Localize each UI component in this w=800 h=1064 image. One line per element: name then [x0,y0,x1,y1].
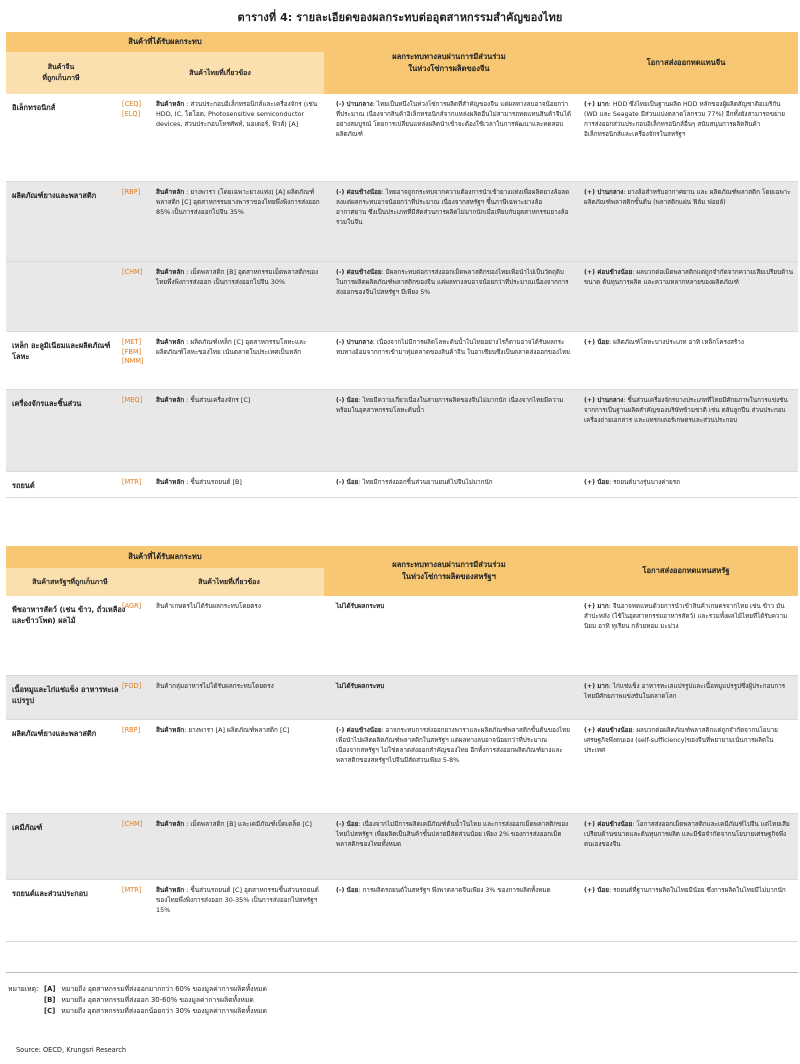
impact-level: (-) ปานกลาง [336,339,373,346]
row-impact [336,338,571,358]
impact-text: : ไทยอาจถูกกระทบจากความต้องการนำเข้ายางแท่งเพื่อผลิตยางล้อลดลงแต่ผลกระทบอาจน้อยกว่าที่ประมาณ เนื่องจากสหรัฐฯ ขึ้นภาษีเฉพาะยางล้ออากาศยาน ซึ่งเป็นประเภทที่มีสัดส่วนการผลิตไม่มากนักเมื่อเทียบกับอุตสาหกรรมยางล้อรวมในจีน [336,189,570,227]
opportunity-text: : ไก่แช่แข็ง อาหารทะเลแปรรูปและเนื้อหมูแปรรูปซึ่งผู้ประกอบการไทยมีศักยภาพแข่งขันในตลาดโลก [584,683,786,701]
sector-lead: สินค้าหลัก [156,820,185,828]
impact-level: (-) น้อย [336,397,359,404]
row-impact [336,682,571,692]
table-header [6,32,798,94]
row-category: เคมีภัณฑ์ [12,823,43,832]
row-opportunity [584,338,794,348]
header-opportunity: โอกาสส่งออกทดแทนจีน [646,58,726,67]
opportunity-level: (+) น้อย [584,887,609,894]
opportunity-level: (+) ปานกลาง [584,189,624,196]
opportunity-text: : ผลิตภัณฑ์โลหะบางประเภท อาทิ เหล็กโครงสร้าง [609,339,744,346]
opportunity-text: : ชิ้นส่วนเครื่องจักรบางประเภทที่ไทยมีศักยภาพในการแข่งขันจากการเป็นฐานผลิตสำคัญของบริษัทข้ามชาติ เช่น ตลับลูกปืน ส่วนประกอบเครื่องถ่ายเอกสาร และแทรกเตอร์เกษตรและส่วนประกอบ [584,397,788,425]
impact-level: (-) น้อย [336,821,359,828]
footnote-text: หมายถึง อุตสาหกรรมที่ส่งออก 30-60% ของมูลค่าการผลิตทั้งหมด [61,995,254,1004]
sector-text: : เม็ดพลาสติก [B] อุตสาหกรรมเม็ดพลาสติกของไทยพึ่งพิงการส่งออก เป็นการส่งออกไปจีน 30% [156,268,319,286]
sector-code: [MEQ] [122,396,143,404]
row-codes [122,602,152,612]
row-opportunity [584,820,794,850]
opportunity-text: : โอกาสส่งออกเม็ดพลาสติกและเคมีภัณฑ์ไปจีน แต่ไทยเสียเปรียบด้านขนาดและต้นทุนการผลิต และมีข้อจำกัดจากนโยบายเศรษฐกิจพึ่งตนเองของจีน [584,821,790,849]
page-title: ตารางที่ 4: รายละเอียดของผลกระทบต่ออุตสาหกรรมสำคัญของไทย [237,11,563,24]
table-row [6,880,798,942]
opportunity-text: : รถยนต์ที่ฐานการผลิตในไทยมีน้อย ซึ่งการผลิตในไทยมีไม่มากนัก [609,887,786,894]
row-thai-sector [156,188,324,218]
row-codes [122,820,152,830]
table-row [6,676,798,720]
footnote-item [44,984,267,995]
row-codes [122,478,152,488]
row-opportunity [584,100,794,140]
opportunity-level: (+) น้อย [584,479,609,486]
sector-code: [MTR] [122,478,142,486]
sector-code: [MTR] [122,886,142,894]
row-category: อิเล็กทรอนิกส์ [12,103,56,112]
table-row [6,596,798,676]
row-codes [122,100,152,119]
impact-text: : เนื่องจากไม่มีการผลิตเคมีภัณฑ์ต้นน้ำในไทย และการส่งออกเม็ดพลาสติกของไทยไปสหรัฐฯ เพื่อผลิตเป็นสินค้าขั้นปลายมีสัดส่วนน้อย เพียง 2% ของการส่งออกเม็ดพลาสติกของไทยทั้งหมด [336,821,569,849]
row-opportunity [584,886,794,896]
header-col1: สินค้าจีน ที่ถูกเก็บภาษี [42,63,80,82]
sector-text: : ผลิตภัณฑ์เหล็ก [C] อุตสาหกรรมโลหะและผลิตภัณฑ์โลหะของไทย เน้นตลาดในประเทศเป็นหลัก [156,338,307,356]
sector-text: : ส่วนประกอบอิเล็กทรอนิกส์และเครื่องจักร (เช่น HDD, IC, ไดโอด, Photosensitive semiconductor devices, ส่วนประกอบโทรศัพท์, มอเตอร์, ฟิวส์) [A] [156,100,318,128]
sector-lead: สินค้าหลัก [156,268,185,276]
table-row [6,94,798,182]
table-row [6,814,798,880]
row-category: ผลิตภัณฑ์ยางและพลาสติก [12,191,97,200]
sector-code: [RBP] [122,188,141,196]
row-thai-sector [156,396,324,406]
row-opportunity [584,726,794,756]
row-impact [336,886,571,896]
table-header [6,546,798,596]
impact-level: ไม่ได้รับผลกระทบ [336,683,385,690]
row-codes [122,726,152,736]
sector-text: : เม็ดพลาสติก [B] และเคมีภัณฑ์เบ็ดเตล็ด [C] [184,820,312,828]
row-category: พืชอาหารสัตว์ (เช่น ข้าว, ถั่วเหลือง และข้าวโพด) ผลไม้ [12,605,126,626]
row-impact [336,602,571,612]
header-col1: สินค้าสหรัฐฯที่ถูกเก็บภาษี [32,577,108,586]
impact-text: : มีผลกระทบต่อการส่งออกเม็ดพลาสติกของไทยเพื่อนำไปเป็นวัตถุดิบในการผลิตผลิตภัณฑ์พลาสติกของจีน แต่ผลทางลบอาจน้อยกว่าที่ประมาณเนื่องจากการส่งออกของจีนไปสหรัฐฯ มีเพียง 5% [336,269,569,297]
header-col2: สินค้าไทยที่เกี่ยวข้อง [189,68,251,77]
row-category: ผลิตภัณฑ์ยางและพลาสติก [12,729,97,738]
source-note: Source: OECD, Krungsri Research [16,1046,127,1054]
sector-code: [CHM] [122,268,143,276]
sector-lead: สินค้าหลัก [156,396,185,404]
sector-text: สินค้าเกษตรไม่ได้รับผลกระทบโดยตรง [156,602,261,610]
table-china [6,32,798,498]
row-impact [336,478,571,488]
opportunity-text: : HDD ซึ่งไทยเป็นฐานผลิต HDD หลักของผู้ผลิตสัญชาติอเมริกัน (WD และ Seagate มีส่วนแบ่งตลาดโลกรวม 77%) อีกทั้งยังสามารถขยายการส่งออกส่วนประกอบอิเล็กทรอนิกส์อื่นๆ สนับสนุนการผลิตสินค้าอิเล็กทรอนิกส์และเครื่องจักรในสหรัฐฯ [584,101,785,139]
row-thai-sector [156,820,324,830]
row-opportunity [584,478,794,488]
row-codes [122,682,152,692]
opportunity-level: (+) ค่อนข้างน้อย [584,269,633,276]
opportunity-text: : รถยนต์บางรุ่นบางค่ายรถ [609,479,680,486]
row-category: เนื้อหมูและไก่แช่แข็ง อาหารทะเลแปรรูป [12,685,119,706]
sector-lead: สินค้าหลัก [156,478,185,486]
row-impact [336,100,571,140]
table-row [6,720,798,814]
opportunity-level: (+) ปานกลาง [584,397,624,404]
row-category: รถยนต์ [12,481,35,490]
row-thai-sector [156,602,324,612]
impact-text: : อาจกระทบการส่งออกยางพาราและผลิตภัณฑ์พลาสติกขั้นต้นของไทยเพื่อนำไปผลิตผลิตภัณฑ์พลาสติกในสหรัฐฯ แต่ผลทางลบอาจน้อยกว่าที่ประมาณเนื่องจากสหรัฐฯ ไม่ใช่ตลาดส่งออกสำคัญของไทย อีกทั้งการส่งออกผลิตภัณฑ์ยางและพลาสติกของสหรัฐฯไปจีนมีสัดส่วนเพียง 5-8% [336,727,570,765]
impact-level: (-) ค่อนข้างน้อย [336,269,382,276]
row-opportunity [584,188,794,208]
sector-code: [AGR] [122,602,142,610]
row-category: เครื่องจักรและชิ้นส่วน [12,399,82,408]
table-row [6,262,798,332]
header-col2: สินค้าไทยที่เกี่ยวข้อง [198,577,260,586]
sector-code: [RBP] [122,726,141,734]
row-impact [336,396,571,416]
sector-code: [CEQ] [122,100,142,108]
footnote-label: หมายเหตุ: [8,985,39,993]
opportunity-text: : ยางล้อสำหรับอากาศยาน และ ผลิตภัณฑ์พลาสติก โดยเฉพาะผลิตภัณฑ์พลาสติกขั้นต้น (พลาสติกแผ่น ฟิล์ม ฟอยล์) [584,189,791,207]
sector-lead: สินค้าหลัก [156,100,185,108]
impact-level: (-) น้อย [336,479,359,486]
opportunity-text: : ผลบวกต่อเม็ดพลาสติกแต่ถูกจำกัดจากความเสียเปรียบด้านขนาด ต้นทุนการผลิต และความหลากหลายของผลิตภัณฑ์ [584,269,793,287]
table-us [6,546,798,942]
row-impact [336,268,571,298]
impact-level: (-) น้อย [336,887,359,894]
opportunity-level: (+) น้อย [584,339,609,346]
sector-text: : ชิ้นส่วนเครื่องจักร [C] [184,396,251,404]
sector-text: : ชิ้นส่วนรถยนต์ [B] [184,478,242,486]
table-row [6,332,798,390]
table-row [6,390,798,472]
row-opportunity [584,602,794,632]
sector-code: [FOD] [122,682,142,690]
row-codes [122,396,152,406]
footnote-item [44,1006,267,1017]
table-row [6,182,798,262]
sector-code: [CHM] [122,820,143,828]
row-thai-sector [156,100,324,130]
opportunity-level: (+) มาก [584,683,609,690]
sector-code: [NMM] [122,357,144,366]
row-opportunity [584,268,794,288]
row-codes [122,268,152,278]
sector-lead: สินค้าหลัก [156,726,185,734]
sector-code: [FBM] [122,347,142,356]
sector-code: [MET] [122,338,142,346]
row-opportunity [584,396,794,426]
impact-level: (-) ค่อนข้างน้อย [336,189,382,196]
header-impact: ผลกระทบทางลบผ่านการมีส่วนร่วม ในห่วงโซ่การผลิตของจีน [392,51,506,73]
impact-level: (-) ปานกลาง [336,101,373,108]
row-thai-sector [156,726,324,736]
sector-lead: สินค้าหลัก [156,188,185,196]
row-codes [122,886,152,896]
sector-lead: สินค้าหลัก [156,338,185,346]
row-opportunity [584,682,794,702]
row-category: รถยนต์และส่วนประกอบ [12,889,88,898]
impact-text: : ไทยเป็นหนึ่งในห่วงโซ่การผลิตที่สำคัญของจีน แต่ผลทางลบอาจน้อยกว่าที่ประมาณ เนื่องจากสินค้าอิเล็กทรอนิกส์จากแหล่งผลิตอื่นไม่สามารถทดแทนสินค้าจีนได้อย่างสมบูรณ์ โดยการเปลี่ยนแหล่งผลิตนำเข้าจะต้องใช้เวลาในการพัฒนาและทดสอบผลิตภัณฑ์ [336,101,571,139]
impact-level: ไม่ได้รับผลกระทบ [336,603,385,610]
header-affected: สินค้าที่ได้รับผลกระทบ [128,552,202,561]
row-impact [336,726,571,766]
footnote-code: [B] [44,995,56,1004]
row-thai-sector [156,268,324,288]
sector-text: สินค้ากลุ่มอาหารไม่ได้รับผลกระทบโดยตรง [156,682,274,690]
opportunity-level: (+) ค่อนข้างน้อย [584,727,633,734]
opportunity-level: (+) มาก [584,101,609,108]
table-row [6,472,798,498]
opportunity-level: (+) มาก [584,603,609,610]
row-codes [122,188,152,198]
impact-text: : ไทยมีความเกี่ยวเนื่องในสายการผลิตของจีนไม่มากนัก เนื่องจากไทยมีความพร้อมในอุตสาหกรรมโลหะต้นน้ำ [336,397,564,415]
impact-text: : ไทยมีการส่งออกชิ้นส่วนยานยนต์ไปจีนไม่มากนัก [358,479,493,486]
footnote-code: [C] [44,1006,56,1015]
opportunity-text: : จีนอาจทดแทนด้วยการนำเข้าสินค้าเกษตรจากไทย เช่น ข้าว มันสำปะหลัง (ใช้ในอุตสาหกรรมอาหารสัตว์) และรวมทั้งผลไม้ไทยที่ได้รับความนิยม อาทิ ทุเรียน กล้วยหอม มะม่วง [584,603,788,631]
sector-text: : ชิ้นส่วนรถยนต์ [C] อุตสาหกรรมชิ้นส่วนรถยนต์ของไทยพึ่งพิงการส่งออก 30-35% เป็นการส่งออกไปสหรัฐฯ 15% [156,886,319,914]
row-impact [336,820,571,850]
header-opportunity: โอกาสส่งออกทดแทนสหรัฐ [642,566,730,575]
opportunity-level: (+) ค่อนข้างน้อย [584,821,633,828]
sector-text: : ยางพารา (โดยเฉพาะยางแท่ง) [A] ผลิตภัณฑ์พลาสติก [C] อุตสาหกรรมยางพาราของไทยพึ่งพิงการส่งออก 85% เป็นการส่งออกไปจีน 35% [156,188,320,216]
row-thai-sector [156,478,324,488]
header-affected: สินค้าที่ได้รับผลกระทบ [128,37,202,46]
sector-text: : ยางพารา [A] ผลิตภัณฑ์พลาสติก [C] [184,726,290,734]
header-impact: ผลกระทบทางลบผ่านการมีส่วนร่วม ในห่วงโซ่การผลิตของสหรัฐฯ [392,559,506,581]
row-codes [122,338,152,367]
row-thai-sector [156,886,324,916]
footnote-code: [A] [44,985,56,993]
row-thai-sector [156,338,324,358]
footnote-text: หมายถึง อุตสาหกรรมที่ส่งออกน้อยกว่า 30% ของมูลค่าการผลิตทั้งหมด [61,1006,267,1015]
row-thai-sector [156,682,324,692]
impact-level: (-) ค่อนข้างน้อย [336,727,382,734]
footnote-item [44,995,267,1006]
row-category: เหล็ก อะลูมิเนียมและผลิตภัณฑ์โลหะ [12,341,111,362]
footnote-text: หมายถึง อุตสาหกรรมที่ส่งออกมากกว่า 60% ของมูลค่าการผลิตทั้งหมด [61,985,267,993]
sector-code: [ELQ] [122,109,141,118]
sector-lead: สินค้าหลัก [156,886,185,894]
impact-text: : เนื่องจากไม่มีการผลิตโลหะต้นน้ำในไทยอย่างไรก็ตามอาจได้รับผลกระทบทางอ้อมจากการเข้ามาทุ่มตลาดของสินค้าจีน ในอาเซียนซึ่งเป็นตลาดส่งออกของไทย [336,339,570,357]
row-impact [336,188,571,228]
impact-text: : การผลิตรถยนต์ในสหรัฐฯ พึ่งพาตลาดจีนเพียง 3% ของการผลิตทั้งหมด [358,887,551,894]
opportunity-text: : ผลบวกต่อผลิตภัณฑ์พลาสติกแต่ถูกจำกัดจากนโยบายเศรษฐกิจพึ่งตนเอง (self-sufficiency)ของจีนที่พยายามเน้นการผลิตในประเทศ [584,727,778,755]
